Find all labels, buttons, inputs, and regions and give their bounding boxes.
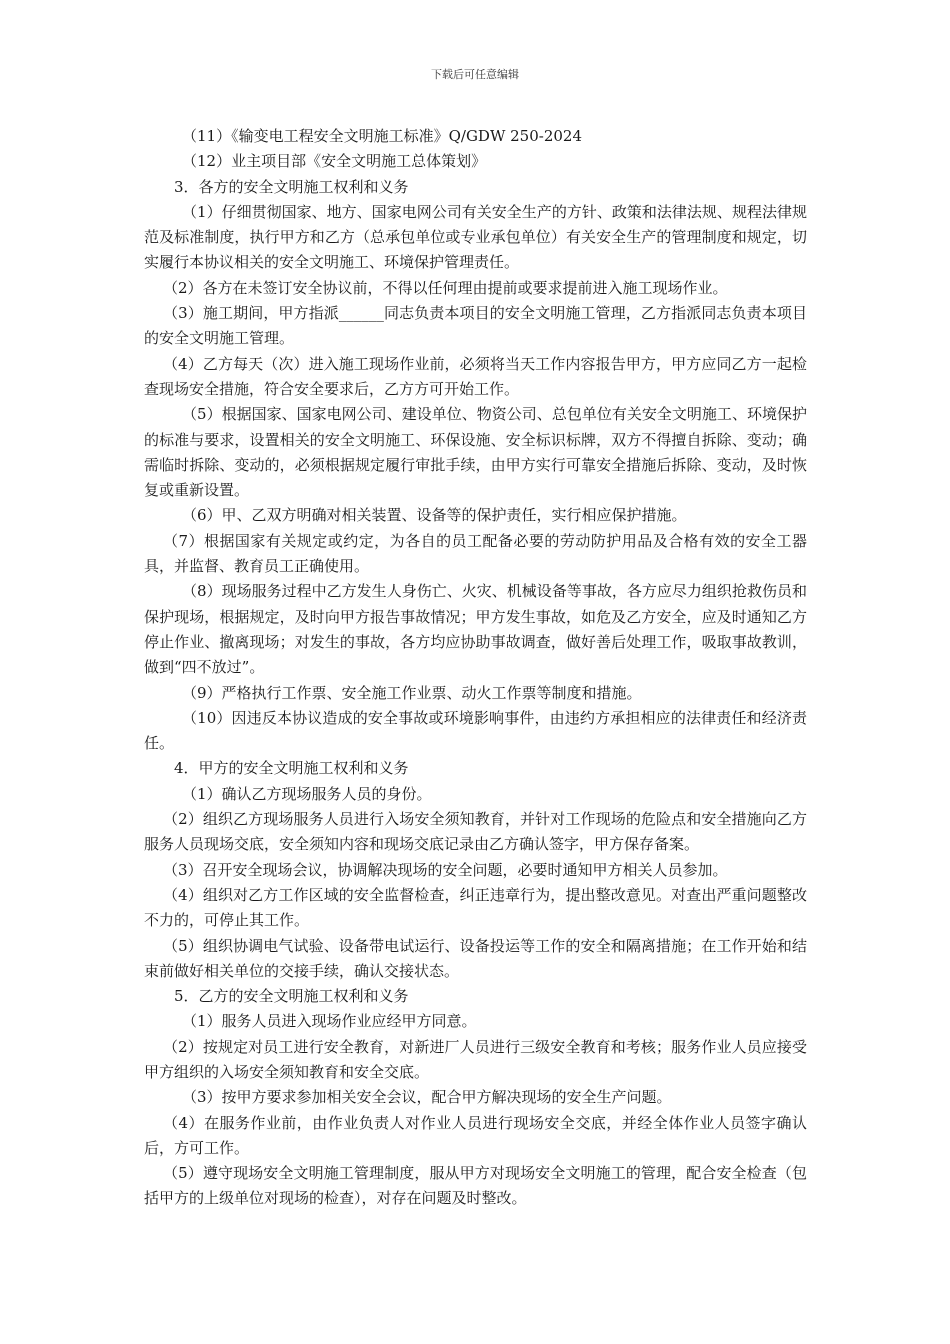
- paragraph: 5．乙方的安全文明施工权利和义务: [174, 987, 409, 1006]
- paragraph: （4）乙方每天（次）进入施工现场作业前，必须将当天工作内容报告甲方，甲方应同乙方一起检查现场安全措施，符合安全要求后，乙方方可开始工作。: [144, 354, 807, 398]
- paragraph: （3）按甲方要求参加相关安全会议，配合甲方解决现场的安全生产问题。: [182, 1088, 672, 1107]
- paragraph: （5）根据国家、国家电网公司、建设单位、物资公司、总包单位有关安全文明施工、环境保护的标准与要求，设置相关的安全文明施工、环保设施、安全标识标牌，双方不得擅自拆除、变动；确需临时拆除、变动的，必须根据规定履行审批手续，由甲方实行可靠安全措施后拆除、变动，及时恢复或重新设置。: [144, 405, 807, 500]
- paragraph: 3．各方的安全文明施工权利和义务: [174, 177, 409, 196]
- paragraph: （12）业主项目部《安全文明施工总体策划》: [182, 152, 487, 171]
- paragraph: （10）因违反本协议造成的安全事故或环境影响事件，由违约方承担相应的法律责任和经济责任。: [144, 708, 807, 753]
- paragraph: （1）确认乙方现场服务人员的身份。: [182, 784, 432, 803]
- paragraph: （4）在服务作业前，由作业负责人对作业人员进行现场安全交底，并经全体作业人员签字确认后，方可工作。: [144, 1113, 807, 1157]
- paragraph: （1）仔细贯彻国家、地方、国家电网公司有关安全生产的方针、政策和法律法规、规程法律规范及标准制度，执行甲方和乙方（总承包单位或专业承包单位）有关安全生产的管理制度和规定，切实履行本协议相关的安全文明施工、环境保护管理责任。: [144, 202, 807, 272]
- paragraph: （3）召开安全现场会议，协调解决现场的安全问题，必要时通知甲方相关人员参加。: [163, 860, 728, 879]
- paragraph: （2）各方在未签订安全协议前，不得以任何理由提前或要求提前进入施工现场作业。: [163, 278, 728, 297]
- paragraph: 4．甲方的安全文明施工权利和义务: [174, 759, 409, 778]
- document-body: [144, 124, 807, 1212]
- paragraph: （2）按规定对员工进行安全教育，对新进厂人员进行三级安全教育和考核；服务作业人员应接受甲方组织的入场安全须知教育和安全交底。: [144, 1037, 807, 1081]
- paragraph: （2）组织乙方现场服务人员进行入场安全须知教育，并针对工作现场的危险点和安全措施向乙方服务人员现场交底，安全须知内容和现场交底记录由乙方确认签字，甲方保存备案。: [144, 810, 807, 854]
- paragraph: （4）组织对乙方工作区域的安全监督检查，纠正违章行为，提出整改意见。对查出严重问题整改不力的，可停止其工作。: [144, 885, 807, 930]
- paragraph: （11）《输变电工程安全文明施工标准》Q/GDW 250-2024: [182, 127, 583, 145]
- paragraph: （3）施工期间，甲方指派______同志负责本项目的安全文明施工管理，乙方指派同志负责本项目的安全文明施工管理。: [144, 304, 807, 348]
- paragraph: （5）遵守现场安全文明施工管理制度，服从甲方对现场安全文明施工的管理，配合安全检查（包括甲方的上级单位对现场的检查），对存在问题及时整改。: [144, 1164, 807, 1208]
- paragraph: （7）根据国家有关规定或约定，为各自的员工配备必要的劳动防护用品及合格有效的安全工器具，并监督、教育员工正确使用。: [144, 531, 807, 576]
- paragraph: （1）服务人员进入现场作业应经甲方同意。: [182, 1012, 477, 1031]
- paragraph: （6）甲、乙双方明确对相关装置、设备等的保护责任，实行相应保护措施。: [182, 506, 687, 525]
- page-header: 下载后可任意编辑: [431, 68, 519, 81]
- paragraph: （8）现场服务过程中乙方发生人身伤亡、火灾、机械设备等事故，各方应尽力组织抢救伤员和保护现场，根据规定，及时向甲方报告事故情况；甲方发生事故，如危及乙方安全，应及时通知乙方停止作业、撤离现场；对发生的事故，各方均应协助事故调查，做好善后处理工作，吸取事故教训，做到“四不放过”。: [144, 582, 807, 677]
- paragraph: （9）严格执行工作票、安全施工作业票、动火工作票等制度和措施。: [182, 683, 642, 702]
- paragraph: （5）组织协调电气试验、设备带电试运行、设备投运等工作的安全和隔离措施；在工作开始和结束前做好相关单位的交接手续，确认交接状态。: [144, 936, 807, 980]
